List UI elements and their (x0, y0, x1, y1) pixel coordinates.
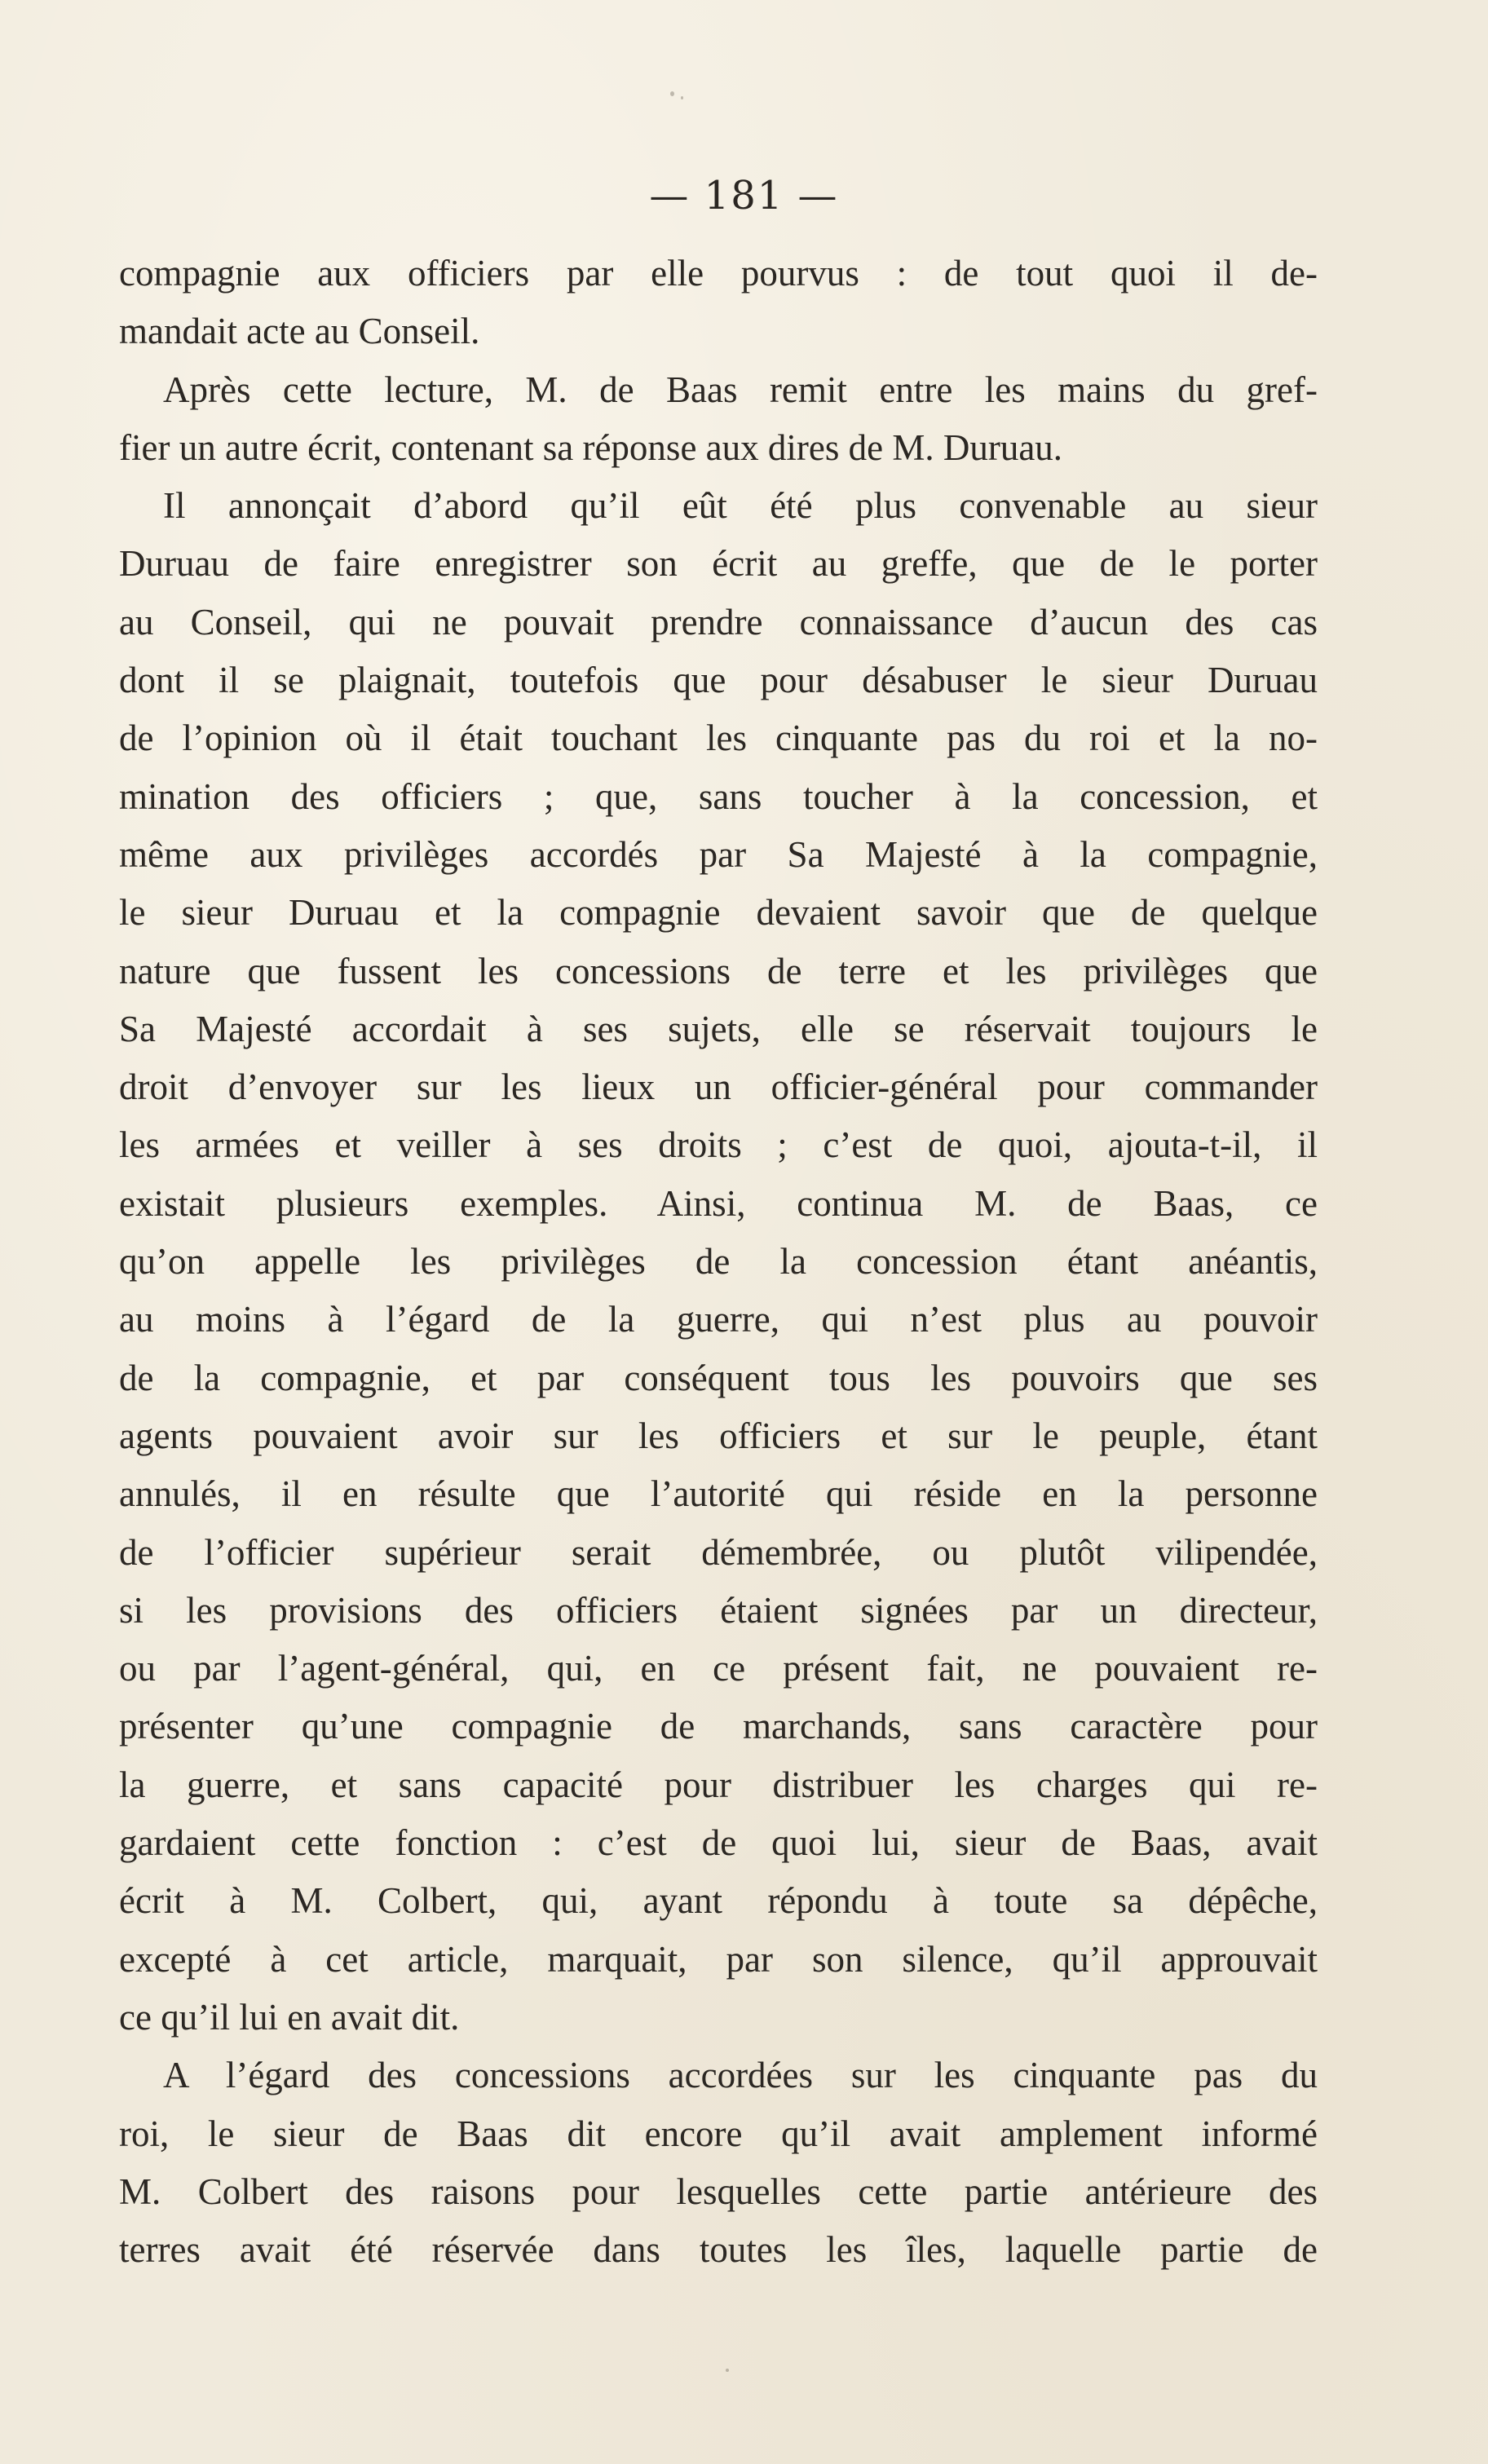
page-number: — 181 — (649, 173, 839, 219)
text-line: au Conseil, qui ne pouvait prendre connaissance d’aucun des cas (119, 601, 1318, 642)
text-line: au moins à l’égard de la guerre, qui n’est plus au pouvoir (119, 1299, 1318, 1340)
text-line: Duruau de faire enregistrer son écrit au greffe, que de le porter (119, 543, 1318, 585)
text-line: excepté à cet article, marquait, par son silence, qu’il approuvait (119, 1938, 1318, 1980)
text-line: ce qu’il lui en avait dit. (119, 1996, 460, 2038)
text-line: qu’on appelle les privilèges de la concession étant anéantis, (119, 1241, 1318, 1283)
text-line: dont il se plaignait, toutefois que pour désabuser le sieur Duruau (119, 660, 1318, 701)
text-line: agents pouvaient avoir sur les officiers et sur le peuple, étant (119, 1415, 1318, 1456)
text-line: M. Colbert des raisons pour lesquelles cette partie antérieure des (119, 2170, 1318, 2212)
text-line: terres avait été réservée dans toutes les îles, laquelle partie de (119, 2229, 1318, 2271)
text-line: si les provisions des officiers étaient signées par un directeur, (119, 1589, 1318, 1631)
text-line: gardaient cette fonction : c’est de quoi lui, sieur de Baas, avait (119, 1822, 1318, 1864)
text-line: de l’opinion où il était touchant les cinquante pas du roi et la no- (119, 718, 1318, 759)
text-line: mination des officiers ; que, sans toucher à la concession, et (119, 775, 1318, 817)
text-line: présenter qu’une compagnie de marchands, sans caractère pour (119, 1706, 1318, 1747)
text-line: roi, le sieur de Baas dit encore qu’il avait amplement informé (119, 2113, 1318, 2154)
text-line: le sieur Duruau et la compagnie devaient savoir que de quelque (119, 892, 1318, 934)
text-line: la guerre, et sans capacité pour distribuer les charges qui re- (119, 1764, 1318, 1805)
paper-speck (681, 96, 683, 99)
text-line: de l’officier supérieur serait démembrée, ou plutôt vilipendée, (119, 1531, 1318, 1573)
body-text (119, 245, 1318, 2279)
text-line: nature que fussent les concessions de terre et les privilèges que (119, 950, 1318, 991)
text-line: A l’égard des concessions accordées sur les cinquante pas du (163, 2055, 1318, 2096)
text-line: Après cette lecture, M. de Baas remit entre les mains du gref- (163, 369, 1318, 410)
text-line: annulés, il en résulte que l’autorité qui réside en la personne (119, 1473, 1318, 1515)
text-line: Sa Majesté accordait à ses sujets, elle se réservait toujours le (119, 1008, 1318, 1049)
text-line: compagnie aux officiers par elle pourvus : de tout quoi il de- (119, 253, 1318, 294)
text-line: de la compagnie, et par conséquent tous les pouvoirs que ses (119, 1357, 1318, 1398)
text-line: existait plusieurs exemples. Ainsi, continua M. de Baas, ce (119, 1182, 1318, 1224)
text-line: fier un autre écrit, contenant sa réponse aux dires de M. Duruau. (119, 426, 1063, 468)
paper-speck (670, 91, 674, 96)
text-line: Il annonçait d’abord qu’il eût été plus convenable au sieur (163, 485, 1318, 527)
text-line: écrit à M. Colbert, qui, ayant répondu à toute sa dépêche, (119, 1880, 1318, 1922)
text-line: ou par l’agent-général, qui, en ce présent fait, ne pouvaient re- (119, 1648, 1318, 1689)
text-line: les armées et veiller à ses droits ; c’est de quoi, ajouta-t-il, il (119, 1124, 1318, 1166)
text-line: même aux privilèges accordés par Sa Majesté à la compagnie, (119, 833, 1318, 875)
text-line: mandait acte au Conseil. (119, 311, 480, 352)
paper-speck (726, 2369, 729, 2372)
text-line: droit d’envoyer sur les lieux un officier-général pour commander (119, 1066, 1318, 1108)
